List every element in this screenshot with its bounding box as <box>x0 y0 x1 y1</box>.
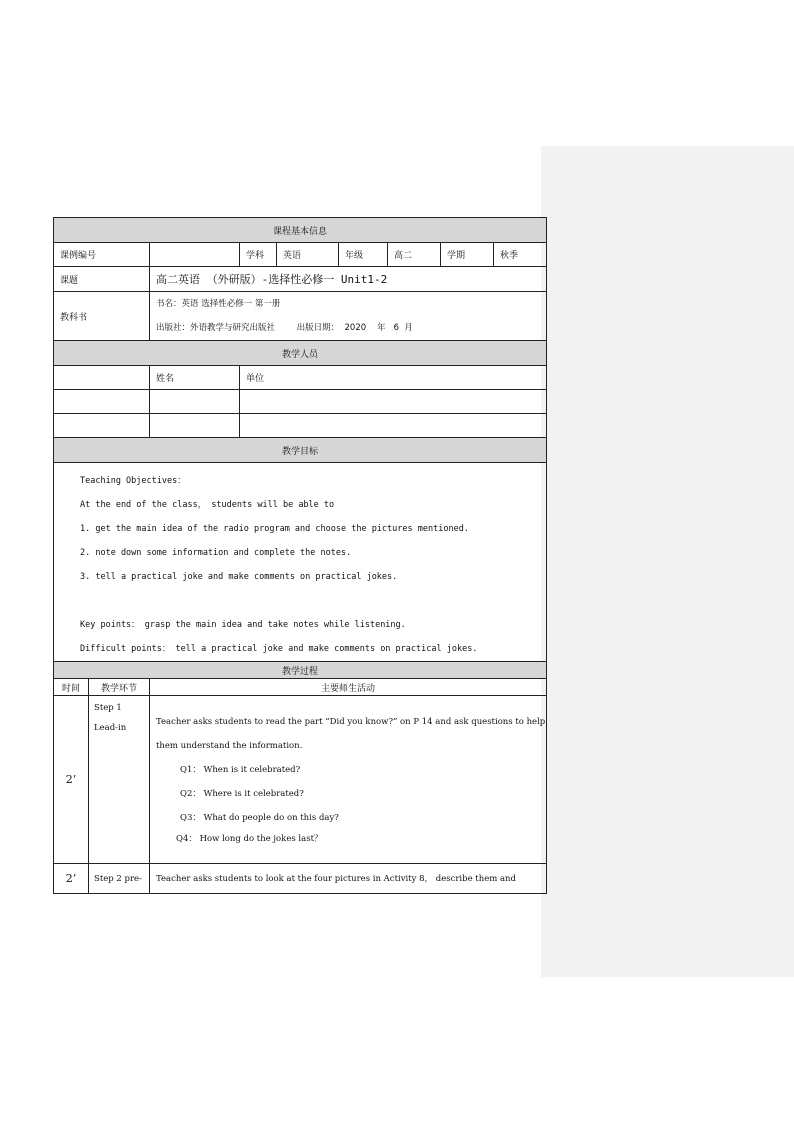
objective-item: 2. note down some information and complete the notes. <box>80 548 352 558</box>
staff-role-header <box>54 366 150 390</box>
process-step <box>89 864 150 894</box>
objectives-row <box>54 463 547 662</box>
staff-label-row <box>54 366 547 390</box>
process-step-line: Step 1 <box>94 703 122 713</box>
lesson-id-label: 课例编号 <box>54 243 150 267</box>
grade-label: 年级 <box>339 243 388 267</box>
staff-row <box>54 414 547 438</box>
process-header-row <box>54 662 547 679</box>
activity-question: Q2： Where is it celebrated? <box>180 789 304 799</box>
lesson-id-value <box>150 243 240 267</box>
process-time-label: 时间 <box>54 679 89 696</box>
difficult-points: Difficult points： tell a practical joke and make comments on practical jokes. <box>80 644 478 654</box>
staff-unit <box>240 390 547 414</box>
basic-info-title: 课程基本信息 <box>54 218 547 243</box>
subject-label: 学科 <box>240 243 277 267</box>
term-value: 秋季 <box>494 243 547 267</box>
process-time: 2’ <box>54 864 89 894</box>
process-label-row <box>54 679 547 696</box>
subject-value: 英语 <box>277 243 339 267</box>
objective-item: 3. tell a practical joke and make comments on practical jokes. <box>80 572 398 582</box>
objectives-heading: Teaching Objectives： <box>80 476 186 486</box>
topic-row <box>54 267 547 292</box>
comment-pane <box>541 146 794 977</box>
staff-role <box>54 390 150 414</box>
textbook-book-line: 书名：英语 选择性必修一 第一册 <box>156 299 281 309</box>
objectives-header-row <box>54 438 547 463</box>
objectives-intro: At the end of the class， students will be able to <box>80 500 335 510</box>
process-step-line: Lead-in <box>94 723 127 733</box>
process-row <box>54 864 547 894</box>
basic-info-header-row <box>54 218 547 243</box>
process-step <box>89 696 150 864</box>
key-points: Key points： grasp the main idea and take notes while listening. <box>80 620 406 630</box>
basic-info-row <box>54 243 547 267</box>
activity-question: Q3： What do people do on this day? <box>180 813 339 823</box>
process-step-line: Step 2 pre- <box>94 873 142 884</box>
staff-header-row <box>54 341 547 366</box>
staff-role <box>54 414 150 438</box>
textbook-label: 教科书 <box>54 292 150 341</box>
process-title: 教学过程 <box>54 662 547 679</box>
staff-title: 教学人员 <box>54 341 547 366</box>
objectives-body <box>54 463 547 662</box>
grade-value: 高二 <box>388 243 441 267</box>
textbook-publisher-line: 出版社：外语教学与研究出版社 出版日期： 2020 年 6 月 <box>156 323 413 333</box>
objectives-title: 教学目标 <box>54 438 547 463</box>
staff-name-label: 姓名 <box>150 366 240 390</box>
staff-name <box>150 390 240 414</box>
activity-line: Teacher asks students to look at the four pictures in Activity 8， describe them and <box>156 873 516 884</box>
topic-label: 课题 <box>54 267 150 292</box>
activity-line: Teacher asks students to read the part “Did you know?” on P 14 and ask questions to help <box>156 717 546 727</box>
activity-question: Q1： When is it celebrated? <box>180 765 301 775</box>
process-step-label: 教学环节 <box>89 679 150 696</box>
process-activity-label: 主要师生活动 <box>150 679 547 696</box>
activity-question: Q4： How long do the jokes last？ <box>176 834 323 844</box>
staff-name <box>150 414 240 438</box>
lesson-plan-table <box>53 217 547 894</box>
objectives-spacer <box>54 589 546 613</box>
textbook-info <box>150 292 547 341</box>
process-time: 2’ <box>54 696 89 864</box>
staff-unit-label: 单位 <box>240 366 547 390</box>
topic-value: 高二英语 （外研版）-选择性必修一 Unit1-2 <box>150 267 547 292</box>
textbook-row <box>54 292 547 341</box>
process-activity <box>150 696 547 864</box>
process-activity <box>150 864 547 894</box>
process-row <box>54 696 547 864</box>
staff-row <box>54 390 547 414</box>
activity-line: them understand the information. <box>156 741 303 751</box>
term-label: 学期 <box>441 243 494 267</box>
staff-unit <box>240 414 547 438</box>
objective-item: 1. get the main idea of the radio program and choose the pictures mentioned. <box>80 524 469 534</box>
